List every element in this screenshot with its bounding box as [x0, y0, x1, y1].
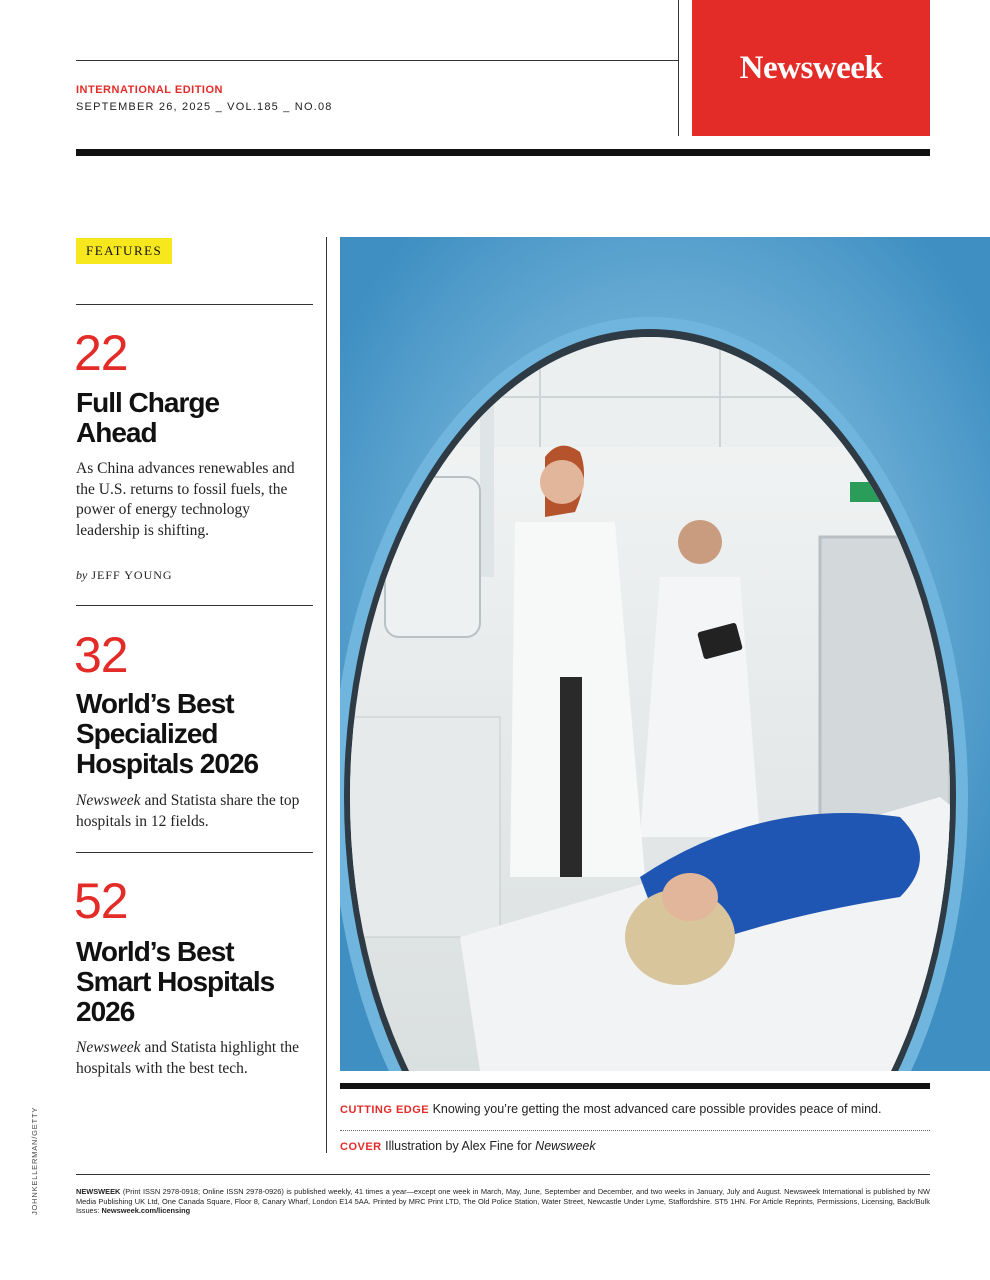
- headline-line: Ahead: [76, 417, 157, 448]
- caption-text: Knowing you’re getting the most advanced care possible provides peace of mind.: [429, 1102, 882, 1116]
- feature-page-number[interactable]: 22: [74, 325, 128, 381]
- caption-italic: Newsweek: [535, 1139, 596, 1153]
- dek-italic: Newsweek: [76, 1039, 141, 1056]
- feature-page-number[interactable]: 52: [74, 873, 128, 929]
- footer-legal-text: [76, 1187, 930, 1216]
- header-thick-rule: [76, 149, 930, 156]
- caption-tag: CUTTING EDGE: [340, 1104, 430, 1116]
- edition-label: INTERNATIONAL EDITION: [76, 84, 223, 96]
- dateline: SEPTEMBER 26, 2025 _ VOL.185 _ NO.08: [76, 101, 333, 113]
- section-divider: [76, 852, 313, 853]
- caption-rule: [340, 1083, 930, 1089]
- footer-brand: NEWSWEEK: [76, 1187, 121, 1196]
- caption-dotted-divider: [340, 1130, 930, 1131]
- caption-text: Illustration by Alex Fine for: [381, 1139, 536, 1153]
- byline-name: JEFF YOUNG: [91, 568, 173, 582]
- dek-text: and Statista share the top hospitals in 12 fields.: [76, 792, 300, 830]
- feature-page-number[interactable]: 32: [74, 627, 128, 683]
- features-tag: FEATURES: [76, 238, 172, 264]
- headline-line: Full Charge: [76, 387, 220, 418]
- caption-tag: COVER: [340, 1141, 382, 1153]
- headline-line: 2026: [76, 996, 135, 1027]
- headline-line: Specialized: [76, 718, 218, 749]
- header-rule: [76, 60, 679, 61]
- cutting-edge-caption: [340, 1102, 881, 1116]
- feature-headline[interactable]: [76, 689, 258, 779]
- feature-dek: [76, 791, 306, 832]
- logo-text: Newsweek: [739, 49, 883, 86]
- byline-prefix: by: [76, 568, 88, 582]
- feature-headline[interactable]: [76, 937, 274, 1027]
- feature-dek: As China advances renewables and the U.S. returns to fossil fuels, the power of energy technology leadership is shifting.: [76, 460, 295, 539]
- section-divider: [76, 304, 313, 305]
- section-divider: [76, 605, 313, 606]
- column-divider: [326, 237, 327, 1153]
- headline-line: World’s Best: [76, 936, 234, 967]
- newsweek-logo[interactable]: [692, 0, 930, 136]
- photo-illustration: [340, 237, 990, 1071]
- feature-headline[interactable]: [76, 388, 219, 448]
- footer-body: (Print ISSN 2978-0918; Online ISSN 2978-0926) is published weekly, 41 times a year—except one week in March, May, June, September and December, and two weeks in January, July and August. Newsweek International is published by NW Media Publishing UK Ltd, One Canada Square, Floor 8, Canary Wharf, London E14 5AA. Printed by MRC Print LTD, The Old Police Station, Water Street, Newcastle Under Lyme, Staffordshire. ST5 1HN. For Article Reprints, Permissions, Licensing, Back/Bulk Issues:: [76, 1187, 930, 1215]
- headline-line: Hospitals 2026: [76, 748, 259, 779]
- dek-text: and Statista highlight the hospitals with the best tech.: [76, 1039, 300, 1077]
- footer-rule: [76, 1174, 930, 1175]
- cover-caption: [340, 1139, 596, 1153]
- dek-italic: Newsweek: [76, 792, 141, 809]
- headline-line: World’s Best: [76, 688, 234, 719]
- feature-photo[interactable]: [340, 237, 990, 1071]
- header-divider: [678, 0, 679, 136]
- headline-line: Smart Hospitals: [76, 966, 275, 997]
- photo-credit: JOHNKELLERMAN/GETTY: [30, 1106, 39, 1215]
- licensing-link[interactable]: Newsweek.com/licensing: [101, 1206, 191, 1215]
- feature-byline: [76, 568, 173, 583]
- feature-dek: [76, 1038, 316, 1079]
